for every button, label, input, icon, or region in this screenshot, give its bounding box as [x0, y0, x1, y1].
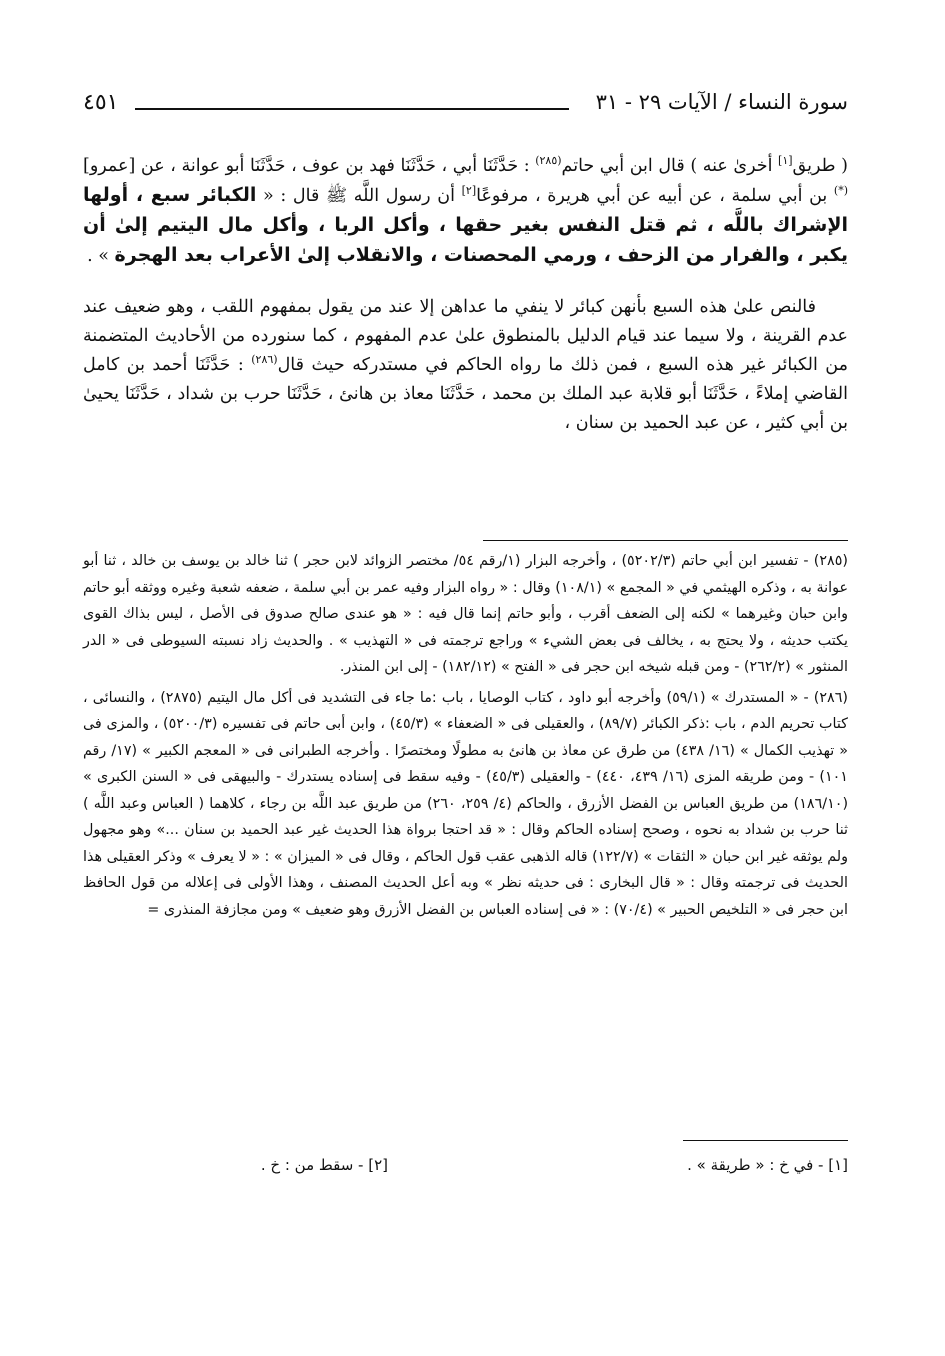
- footnote-286: (٢٨٦) - « المستدرك » (٥٩/١) وأخرجه أبو داود ، كتاب الوصايا ، باب :ما جاء فى التشديد فى أكل مال اليتيم (٢٨٧٥) ، والنسائى ، كتاب تحريم الدم ، باب :ذكر الكبائر (٨٩/٧) ، والعقيلى فى « الضعفاء » (٤٥/٣) ، وابن أبى حاتم فى تفسيره (٥٢٠٠/٣) ، والمزى فى « تهذيب الكمال » (١٦/ ٤٣٨) من طرق عن معاذ بن هانئ به مطولًا ومختصرًا . وأخرجه الطبرانى فى « المعجم الكبير » (١٧/ رقم ١٠١) - ومن طريقه المزى (١٦/ ٤٣٩، ٤٤٠) - والعقيلى (٤٥/٣) - وفيه سقط فى إسناده يستدرك - والبيهقى فى « السنن الكبرى » (١٨٦/١٠) من طريق العباس بن الفضل الأزرق ، والحاكم (٤/ ٢٥٩، ٢٦٠) من طريق عبد اللَّه بن رجاء ، كلاهما ( العباس وعبد اللَّه ) ثنا حرب بن شداد به نحوه ، وصحح إسناده الحاكم وقال : « قد احتجا برواة هذا الحديث غير عبد الحميد بن سنان ...» وهو مجهول ولم يوثقه غير ابن حبان « الثقات » (١٢٢/٧) قاله الذهبى عقب قول الحاكم ، وقال فى « الميزان » : « لا يعرف » وذكر العقيلى هذا الحديث فى ترجمته وقال : « قال البخارى : فى حديثه نظر » وبه أعل الحديث المصنف ، وهذا الأولى فى إعلاله من قول الحافظ ابن حجر فى « التلخيص الحبير » (٧٠/٤) : « فى إسناده العباس بن الفضل الأزرق وهو ضعيف » ومن مجازفة المنذرى =: [83, 689, 849, 918]
- running-title: سورة النساء / الآيات ٢٩ - ٣١: [595, 90, 848, 114]
- paragraph-hadith: [83, 152, 848, 271]
- header-rule: [135, 108, 569, 110]
- text-run: فالنص علىٰ هذه السبع بأنهن كبائر لا ينفي ما عداهن إلا عند من يقول بمفهوم اللقب ، وهو ضعيف عند عدم القرينة ، ولا سيما عند قيام الدليل بالمنطوق علىٰ عدم المفهوم ، كما سنورده من الأحاديث المتضمنة من الكبائر غير هذه السبع ، فمن ذلك ما رواه الحاكم في مستدركه حيث قال: [83, 297, 849, 375]
- text-run: : حَدَّثَنَا أبي ، حَدَّثَنَا فهد بن عوف ، حَدَّثَنَا أبو عوانة ، عن [عمرو]: [83, 156, 536, 176]
- text-run: : حَدَّثَنَا أحمد بن كامل القاضي إملاءً ، حَدَّثَنَا أبو قلابة عبد الملك بن محمد ، حَدَّثَنَا معاذ بن هانئ ، حَدَّثَنَا حرب بن شداد ، حَدَّثَنَا يحيىٰ بن أبي كثير ، عن عبد الحميد بن سنان ،: [83, 355, 848, 433]
- text-run: بن أبي سلمة ، عن أبيه عن أبي هريرة ، مرفوعًا: [476, 186, 834, 206]
- hadith-text: الكبائر سبع ، أولها الإشراك باللَّه ، ثم قتل النفس بغير حقها ، وأكل الربا ، وأكل مال اليتيم إلىٰ أن يكبر ، والفرار من الزحف ، ورمي المحصنات ، والانقلاب إلىٰ الأعراب بعد الهجرة: [83, 184, 848, 266]
- manuscript-variants: [83, 1156, 848, 1188]
- variant-note-2: [٢] - سقط من : خ .: [260, 1156, 388, 1174]
- text-run: ( طريق: [792, 156, 849, 176]
- page-number: ٤٥١: [83, 90, 119, 115]
- footnote-marker: (٢٨٥): [535, 154, 562, 168]
- variants-separator: [683, 1140, 848, 1141]
- variant-note-1: [١] - في خ : « طريقة » .: [687, 1156, 848, 1174]
- text-run: » .: [87, 246, 115, 266]
- page-header: [83, 88, 848, 128]
- variant-marker: [٢]: [461, 184, 477, 198]
- paragraph-commentary: [83, 293, 848, 438]
- main-text: [83, 152, 848, 438]
- text-run: أخرىٰ عنه ) قال ابن أبي حاتم: [561, 156, 779, 176]
- correction-marker: (*): [833, 184, 848, 198]
- footnotes: [83, 548, 848, 927]
- footnote-marker: (٢٨٦): [251, 353, 278, 367]
- text-run: أن رسول اللَّه ﷺ قال : «: [256, 186, 462, 206]
- variant-marker: [١]: [778, 154, 793, 168]
- footnote-separator: [483, 540, 848, 541]
- footnote-285: (٢٨٥) - تفسير ابن أبي حاتم (٥٢٠٢/٣) ، وأخرجه البزار (١/رقم ٥٤/ مختصر الزوائد لابن حجر ) ثنا خالد بن يوسف بن خالد ، ثنا أبو عوانة به ، وذكره الهيثمي في « المجمع » (١٠٨/١) وقال : « رواه البزار وفيه عمر بن أبي سلمة ، ضعفه شعبة وغيره ووثقه أبو حاتم وابن حبان وغيرهما » لكنه إلى الضعف أقرب ، وأبو حاتم إنما قال فيه : « هو عندى صالح صدوق فى الأصل ، ليس بذاك القوى يكتب حديثه ، ولا يحتج به ، يخالف فى بعض الشيء » وراجع ترجمته فى « التهذيب » . والحديث زاد نسبته السيوطى فى « الدر المنثور » (٢٦٢/٢) - ومن قبله شيخه ابن حجر فى « الفتح » (١٨٢/١٢) - إلى ابن المنذر.: [83, 553, 848, 675]
